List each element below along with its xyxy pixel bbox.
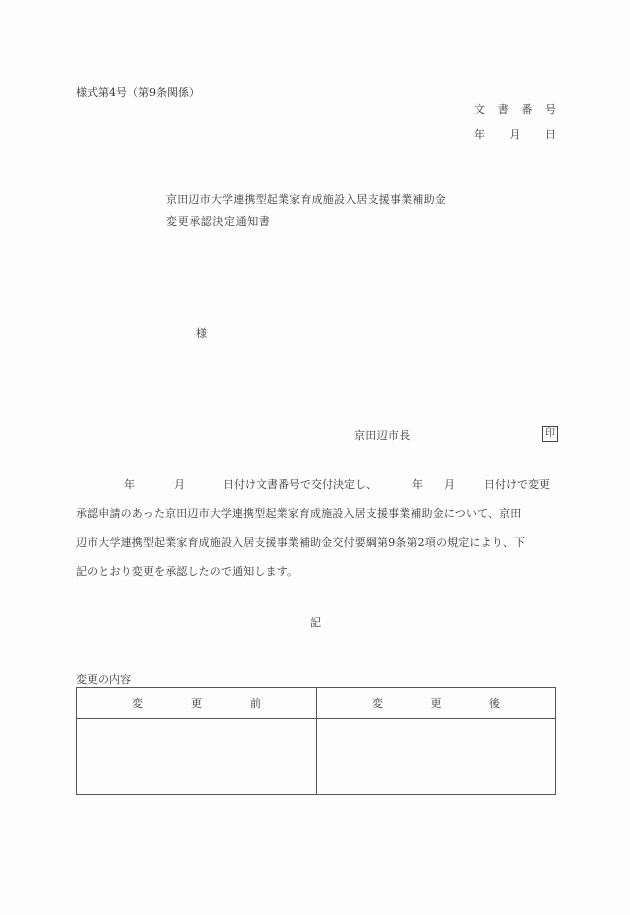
header-char: 更	[430, 697, 442, 710]
body-line-2: 承認申請のあった京田辺市大学連携型起業家育成施設入居支援事業補助金について、京田	[76, 507, 522, 520]
addressee-suffix: 様	[196, 327, 207, 340]
document-title-line2: 変更承認決定通知書	[166, 215, 271, 228]
seal-mark: 印	[542, 426, 558, 442]
header-char: 変	[132, 697, 143, 710]
body-text-1: 日付け文書番号で交付決定し、	[223, 478, 377, 491]
cell-before	[77, 719, 317, 794]
header-char: 更	[191, 697, 202, 710]
form-number: 様式第4号（第9条関係）	[76, 86, 200, 99]
docnum-char: 番	[521, 103, 533, 116]
body-line-1	[76, 476, 558, 492]
body-month-2: 月	[444, 478, 455, 491]
change-table	[76, 687, 556, 795]
header-before	[77, 688, 317, 719]
date-year: 年	[474, 128, 485, 141]
docnum-char: 号	[544, 103, 556, 116]
body-line-4: 記のとおり変更を承認したので通知します。	[76, 565, 299, 578]
body-text-2: 日付けで変更	[484, 478, 550, 491]
document-number-field	[474, 101, 556, 117]
header-char: 後	[489, 697, 500, 710]
cell-after	[317, 719, 555, 794]
docnum-char: 書	[497, 103, 509, 116]
header-char: 前	[250, 697, 261, 710]
document-title-line1: 京田辺市大学連携型起業家育成施設入居支援事業補助金	[166, 193, 446, 206]
header-char: 変	[372, 697, 383, 710]
body-year-1: 年	[124, 478, 135, 491]
issue-date-field	[474, 126, 556, 142]
change-table-label: 変更の内容	[76, 673, 131, 686]
issuer-name: 京田辺市長	[354, 429, 411, 442]
date-month: 月	[509, 128, 521, 141]
body-year-2: 年	[412, 478, 423, 491]
ki-heading: 記	[310, 616, 321, 629]
header-after	[317, 688, 555, 719]
date-day: 日	[545, 128, 556, 141]
docnum-char: 文	[474, 103, 485, 116]
body-month-1: 月	[174, 478, 185, 491]
body-line-3: 辺市大学連携型起業家育成施設入居支援事業補助金交付要綱第9条第2項の規定により、下	[76, 536, 526, 549]
